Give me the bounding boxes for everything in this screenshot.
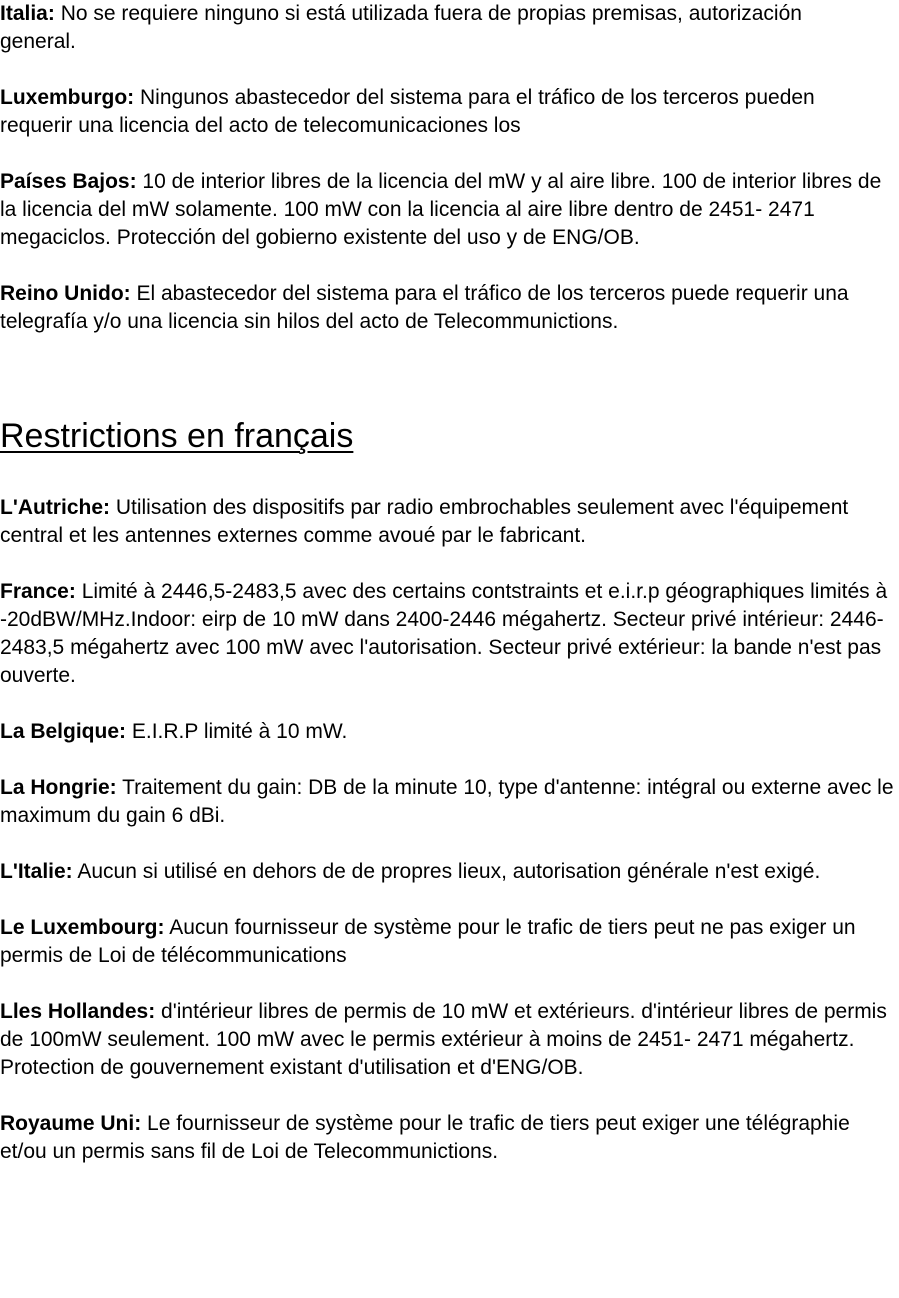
- entry-text: E.I.R.P limité à 10 mW.: [126, 720, 348, 743]
- entry-luxembourg: [0, 914, 880, 970]
- country-label: Reino Unido:: [0, 282, 131, 305]
- entry-luxemburgo: [0, 84, 890, 140]
- country-label: Luxemburgo:: [0, 86, 135, 109]
- section-heading-french: Restrictions en français: [0, 417, 354, 455]
- entry-text: Traitement du gain: DB de la minute 10, type d'antenne: intégral ou externe avec le maximum du gain 6 dBi.: [0, 776, 894, 827]
- entry-text: Aucun fournisseur de système pour le trafic de tiers peut ne pas exiger un permis de Loi de télécommunications: [0, 916, 856, 967]
- country-label: L'Autriche:: [0, 496, 110, 519]
- country-label: France:: [0, 580, 76, 603]
- entry-italia: [0, 0, 840, 56]
- country-label: La Belgique:: [0, 720, 127, 743]
- entry-hongrie: [0, 774, 899, 830]
- entry-text: Le fournisseur de système pour le trafic de tiers peut exiger une télégraphie et/ou un permis sans fil de Loi de Telecommunictions.: [0, 1112, 850, 1163]
- country-label: La Hongrie:: [0, 776, 117, 799]
- entry-text: d'intérieur libres de permis de 10 mW et extérieurs. d'intérieur libres de permis de 100mW seulement. 100 mW avec le permis extérieur à moins de 2451- 2471 mégahertz. Protection de gouvernement existant d'utilisation et d'ENG/OB.: [0, 1000, 887, 1079]
- entry-text: Aucun si utilisé en dehors de de propres lieux, autorisation générale n'est exigé.: [72, 860, 821, 883]
- country-label: L'Italie:: [0, 860, 73, 883]
- entry-hollandes: [0, 998, 890, 1082]
- entry-reino-unido: [0, 280, 899, 336]
- country-label: Royaume Uni:: [0, 1112, 142, 1135]
- entry-autriche: [0, 494, 880, 550]
- entry-text: El abastecedor del sistema para el tráfico de los terceros puede requerir una telegrafía y/o una licencia sin hilos del acto de Telecommunictions.: [0, 282, 849, 333]
- entry-paises-bajos: [0, 168, 899, 252]
- entry-text: 10 de interior libres de la licencia del mW y al aire libre. 100 de interior libres de la licencia del mW solamente. 100 mW con la licencia al aire libre dentro de 2451- 2471 megaciclos. Protección del gobierno existente del uso y de ENG/OB.: [0, 170, 882, 249]
- entry-italie: [0, 858, 870, 886]
- entry-france: [0, 578, 890, 690]
- country-label: Le Luxembourg:: [0, 916, 165, 939]
- country-label: Lles Hollandes:: [0, 1000, 156, 1023]
- entry-text: Limité à 2446,5-2483,5 avec des certains contstraints et e.i.r.p géographiques limités à -20dBW/MHz.Indoor: eirp de 10 mW dans 2400-2446 mégahertz. Secteur privé intérieur: 2446-2483,5 mégahertz avec 100 mW avec l'autorisation. Secteur privé extérieur: la bande n'est pas ouverte.: [0, 580, 888, 687]
- entry-text: No se requiere ninguno si está utilizada fuera de propias premisas, autorización general.: [0, 2, 802, 53]
- entry-royaume-uni: [0, 1110, 899, 1166]
- entry-text: Ningunos abastecedor del sistema para el tráfico de los terceros pueden requerir una licencia del acto de telecomunicaciones los: [0, 86, 815, 137]
- entry-belgique: [0, 718, 890, 746]
- entry-text: Utilisation des dispositifs par radio embrochables seulement avec l'équipement central et les antennes externes comme avoué par le fabricant.: [0, 496, 849, 547]
- country-label: Italia:: [0, 2, 55, 25]
- country-label: Países Bajos:: [0, 170, 137, 193]
